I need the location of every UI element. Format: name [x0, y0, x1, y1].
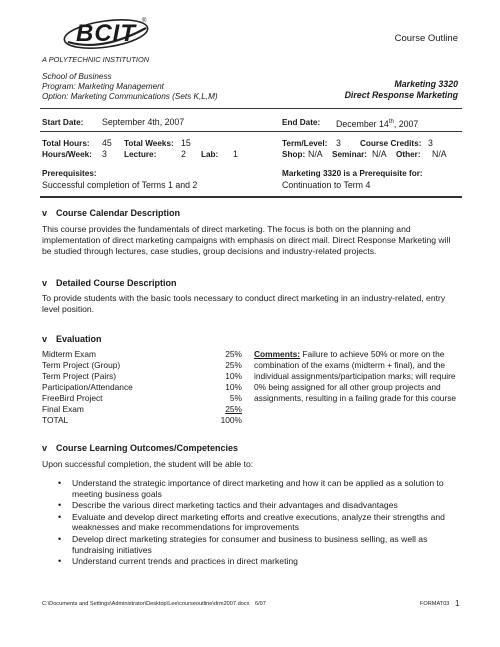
course-credits: 3 [428, 138, 433, 148]
tagline: A POLYTECHNIC INSTITUTION [42, 55, 150, 64]
course-title: Direct Response Marketing [344, 90, 458, 100]
total-weeks-label: Total Weeks: [124, 139, 174, 148]
header-divider [40, 108, 462, 109]
term-level: 3 [336, 138, 341, 148]
end-date [336, 117, 418, 130]
calendar-heading-text: Course Calendar Description [56, 208, 181, 218]
course-credits-label: Course Credits: [360, 139, 422, 148]
comments-text: Failure to achieve 50% or more on the combination of the exams (midterm + final), and the individual assignments/participation marks; will require 0% being assigned for all other group projects and assignments, resulting in a failing grade for this course [254, 349, 457, 403]
calendar-heading [42, 208, 180, 218]
eval-row [42, 360, 242, 370]
prereq-label: Prerequisites: [42, 169, 97, 178]
eval-total-pct: 100% [220, 415, 242, 425]
eval-item-pct: 5% [229, 393, 242, 403]
total-hours: 45 [102, 138, 112, 148]
eval-total-label: TOTAL [42, 415, 69, 425]
eval-item-label: Final Exam [42, 404, 84, 414]
eval-row [42, 393, 242, 403]
footer-format: FORMAT03 [420, 601, 450, 607]
list-item: • Evaluate and develop direct marketing efforts and creative executions, analyze their strengths and weaknesses and make recommendations for improvements [56, 512, 452, 533]
outcomes-list [56, 478, 452, 568]
shop-label: Shop: [282, 150, 306, 159]
evaluation-heading-text: Evaluation [56, 334, 102, 344]
option: Option: Marketing Communications (Sets K,L,M) [42, 92, 218, 101]
total-weeks: 15 [181, 138, 191, 148]
lab: 1 [233, 149, 238, 159]
eval-row [42, 382, 242, 392]
comments-label: Comments: [254, 349, 301, 359]
shop: N/A [308, 149, 323, 159]
eval-item-pct: 25% [225, 349, 242, 359]
calendar-text: This course provides the fundamentals of direct marketing. The focus is both on the planning and implementation of direct marketing campaigns with emphasis on direct mail. Direct Response Marketing will be studied through lectures, case studies, group decisions and industry-related projects. [42, 224, 451, 256]
end-date-label: End Date: [282, 118, 321, 127]
evaluation-heading [42, 334, 102, 344]
eval-row [42, 349, 242, 359]
lab-label: Lab: [201, 150, 219, 159]
footer-path [42, 601, 266, 607]
hours-week-label: Hours/Week: [42, 150, 92, 159]
prereq: Successful completion of Terms 1 and 2 [42, 180, 198, 190]
seminar-label: Seminar: [332, 150, 368, 159]
list-item: • Understand the strategic importance of direct marketing and how it can be applied as a solution to meeting business goals [56, 478, 452, 499]
eval-item-pct: 25% [225, 360, 242, 370]
page-number: 1 [455, 599, 460, 608]
outcomes-heading-text: Course Learning Outcomes/Competencies [56, 443, 239, 453]
outcomes-heading [42, 443, 238, 453]
footer-date-code: 6/07 [254, 601, 266, 607]
dates-divider [40, 131, 462, 132]
eval-item-pct: 10% [225, 382, 242, 392]
end-date-sup: th [388, 119, 394, 125]
hours-week: 3 [102, 149, 107, 159]
lecture: 2 [181, 149, 186, 159]
detailed-heading [42, 278, 177, 288]
program: Program: Marketing Management [42, 82, 164, 91]
end-date-year: , 2007 [393, 118, 419, 129]
outcomes-intro: Upon successful completion, the student will be able to: [42, 459, 254, 469]
list-item: • Develop direct marketing strategies for consumer and business to business selling, as well as fundraising initiatives [56, 534, 452, 555]
seminar: N/A [372, 149, 387, 159]
lecture-label: Lecture: [124, 150, 157, 159]
section-bullet: v [42, 443, 48, 453]
section-bullet: v [42, 278, 48, 288]
list-item: • Understand current trends and practices in direct marketing [56, 556, 452, 567]
eval-item-label: Term Project (Pairs) [42, 371, 116, 381]
prereq-for-label: Marketing 3320 is a Prerequisite for: [282, 169, 423, 178]
eval-item-label: Midterm Exam [42, 349, 96, 359]
eval-item-label: Participation/Attendance [42, 382, 133, 392]
details-divider [40, 196, 462, 198]
eval-item-pct: 10% [225, 371, 242, 381]
list-item: • Describe the various direct marketing tactics and their advantages and disadvantages [56, 500, 452, 511]
eval-item-pct: 25% [225, 404, 242, 414]
doc-type: Course Outline [394, 33, 458, 44]
other: N/A [432, 149, 447, 159]
start-date-label: Start Date: [42, 118, 84, 127]
detailed-heading-text: Detailed Course Description [56, 278, 177, 288]
eval-total-row [42, 415, 242, 425]
prereq-for: Continuation to Term 4 [282, 180, 371, 190]
footer-file-path: C:\Documents and Settings\Administrator\Desktop\Lee\courseoutline\drm2007.docx [42, 601, 250, 607]
course-code: Marketing 3320 [394, 79, 458, 89]
eval-comments [254, 349, 464, 404]
eval-row [42, 371, 242, 381]
end-date-day: December 14 [336, 118, 389, 129]
eval-item-label: Term Project (Group) [42, 360, 121, 370]
total-hours-label: Total Hours: [42, 139, 90, 148]
section-bullet: v [42, 334, 48, 344]
eval-row [42, 404, 242, 414]
detailed-text: To provide students with the basic tools necessary to conduct direct marketing in an industry-related, entry level position. [42, 293, 446, 314]
other-label: Other: [396, 150, 421, 159]
logo-trademark: ® [142, 18, 147, 24]
logo-text: BCIT [76, 20, 136, 47]
school: School of Business [42, 72, 112, 81]
bcit-logo [62, 16, 150, 52]
eval-item-label: FreeBird Project [42, 393, 103, 403]
section-bullet: v [42, 208, 48, 218]
start-date: September 4th, 2007 [102, 117, 185, 127]
term-level-label: Term/Level: [282, 139, 328, 148]
